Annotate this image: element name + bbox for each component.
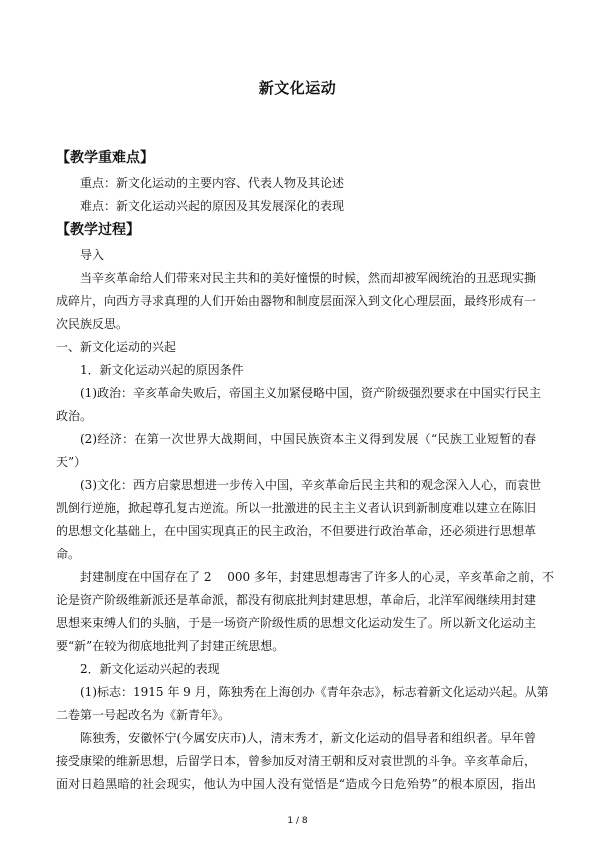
text-line: 重点：新文化运动的主要内容、代表人物及其论述: [80, 176, 345, 190]
section-heading-process: 【教学过程】: [56, 222, 140, 238]
text-line: 政治。: [56, 409, 93, 423]
page-number: 1 / 8: [287, 816, 308, 826]
text-line: 天”）: [56, 455, 87, 469]
text-line: 命。: [56, 547, 81, 561]
text-line: 接受康梁的维新思想，后留学日本，曾参加反对清王朝和反对袁世凯的斗争。辛亥革命后，: [56, 754, 537, 768]
text-line: 当辛亥革命给人们带来对民主共和的美好憧憬的时候，然而却被军阀统治的丑恶现实撕: [80, 271, 537, 285]
text-line: (1)标志：1915 年 9 月，陈独秀在上海创办《青年杂志》，标志着新文化运动兴起。从第: [80, 685, 549, 699]
text-line: 难点：新文化运动兴起的原因及其发展深化的表现: [80, 199, 345, 213]
text-line: 思想来束缚人们的头脑，于是一场资产阶级性质的思想文化运动发生了。所以新文化运动主: [56, 616, 537, 630]
text-line: 二卷第一号起改名为《新青年》。: [56, 708, 231, 722]
text-line: 论是资产阶级维新派还是革命派，都没有彻底批判封建思想，革命后，北洋军阀继续用封建: [56, 593, 537, 607]
text-line: 导入: [80, 248, 105, 262]
subsection-heading: 一、新文化运动的兴起: [56, 340, 177, 354]
page-title: 新文化运动: [258, 79, 337, 97]
text-line: (1)政治：辛亥革命失败后，帝国主义加紧侵略中国，资产阶级强烈要求在中国实行民主: [80, 386, 542, 400]
text-line: 1．新文化运动兴起的原因条件: [80, 363, 244, 377]
text-line: 次民族反思。: [56, 317, 129, 331]
text-line: 成碎片，向西方寻求真理的人们开始由器物和制度层面深入到文化心理层面，最终形成有一: [56, 294, 537, 308]
text-line: 陈独秀，安徽怀宁(今属安庆市)人，清末秀才，新文化运动的倡导者和组织者。早年曾: [80, 731, 536, 745]
text-line: 要“新”在较为彻底地批判了封建正统思想。: [56, 639, 285, 653]
text-line: 2．新文化运动兴起的表现: [80, 662, 220, 676]
text-line: 面对日趋黑暗的社会现实，他认为中国人没有觉悟是“造成今日危殆势”的根本原因，指出: [56, 777, 536, 791]
text-line: 封建制度在中国存在了 2 000 多年，封建思想毒害了许多人的心灵，辛亥革命之前，不: [80, 570, 554, 584]
text-line: (2)经济：在第一次世界大战期间，中国民族资本主义得到发展（“民族工业短暂的春: [80, 432, 536, 446]
text-line: 的思想文化基础上，在中国实现真正的民主政治，不但要进行政治革命，还必须进行思想革: [56, 524, 537, 538]
text-line: 凯倒行逆施，掀起尊孔复古逆流。所以一批激进的民主主义者认识到新制度难以建立在陈旧: [56, 501, 537, 515]
section-heading-key-points: 【教学重难点】: [56, 150, 154, 166]
text-line: (3)文化：西方启蒙思想进一步传入中国，辛亥革命后民主共和的观念深入人心，而袁世: [80, 478, 542, 492]
